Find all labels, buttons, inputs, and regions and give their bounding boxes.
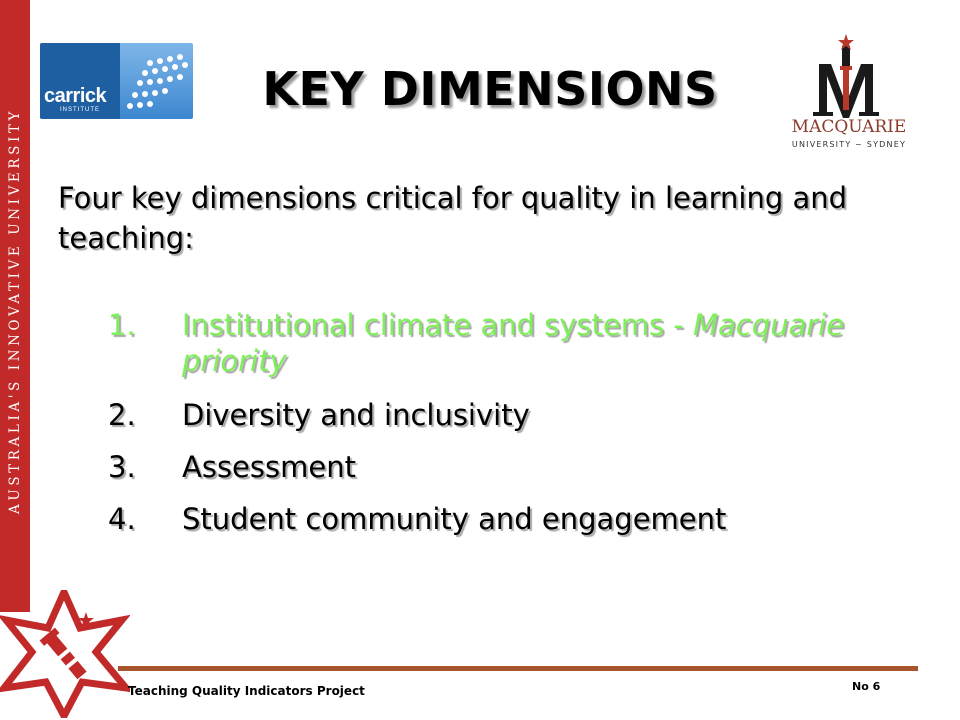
list-number: 1. — [108, 308, 136, 342]
list-text: Assessment — [182, 450, 356, 484]
slide-title: KEY DIMENSIONS — [262, 62, 718, 116]
list-item — [108, 307, 908, 379]
carrick-logo-name: carrick — [44, 85, 107, 107]
footer-rule — [118, 666, 918, 671]
side-banner-text: AUSTRALIA'S INNOVATIVE UNIVERSITY — [7, 107, 23, 515]
list-item — [108, 449, 908, 485]
footer-project: Teaching Quality Indicators Project — [128, 684, 365, 698]
list-item — [108, 397, 908, 433]
carrick-logo — [40, 43, 193, 119]
list-number: 3. — [108, 450, 136, 484]
carrick-logo-sub: INSTITUTE — [60, 107, 100, 113]
macquarie-star-icon — [0, 590, 130, 718]
list-text: Institutional climate and systems - — [182, 308, 693, 342]
macquarie-wordmark: MACQUARIE — [791, 117, 907, 137]
list-item — [108, 501, 908, 537]
list-text: Diversity and inclusivity — [182, 398, 530, 432]
slide-number: No 6 — [852, 680, 881, 693]
list-number: 2. — [108, 398, 136, 432]
intro-text: Four key dimensions critical for quality in learning and teaching: — [58, 181, 848, 255]
carrick-logo-pattern — [120, 43, 193, 119]
dimension-list — [108, 307, 908, 537]
macquarie-subtitle: UNIVERSITY ~ SYDNEY — [791, 140, 907, 149]
list-emphasis: Macquarie priority — [182, 308, 845, 378]
side-banner — [0, 0, 30, 612]
list-text: Student community and engagement — [182, 502, 727, 536]
list-number: 4. — [108, 502, 136, 536]
